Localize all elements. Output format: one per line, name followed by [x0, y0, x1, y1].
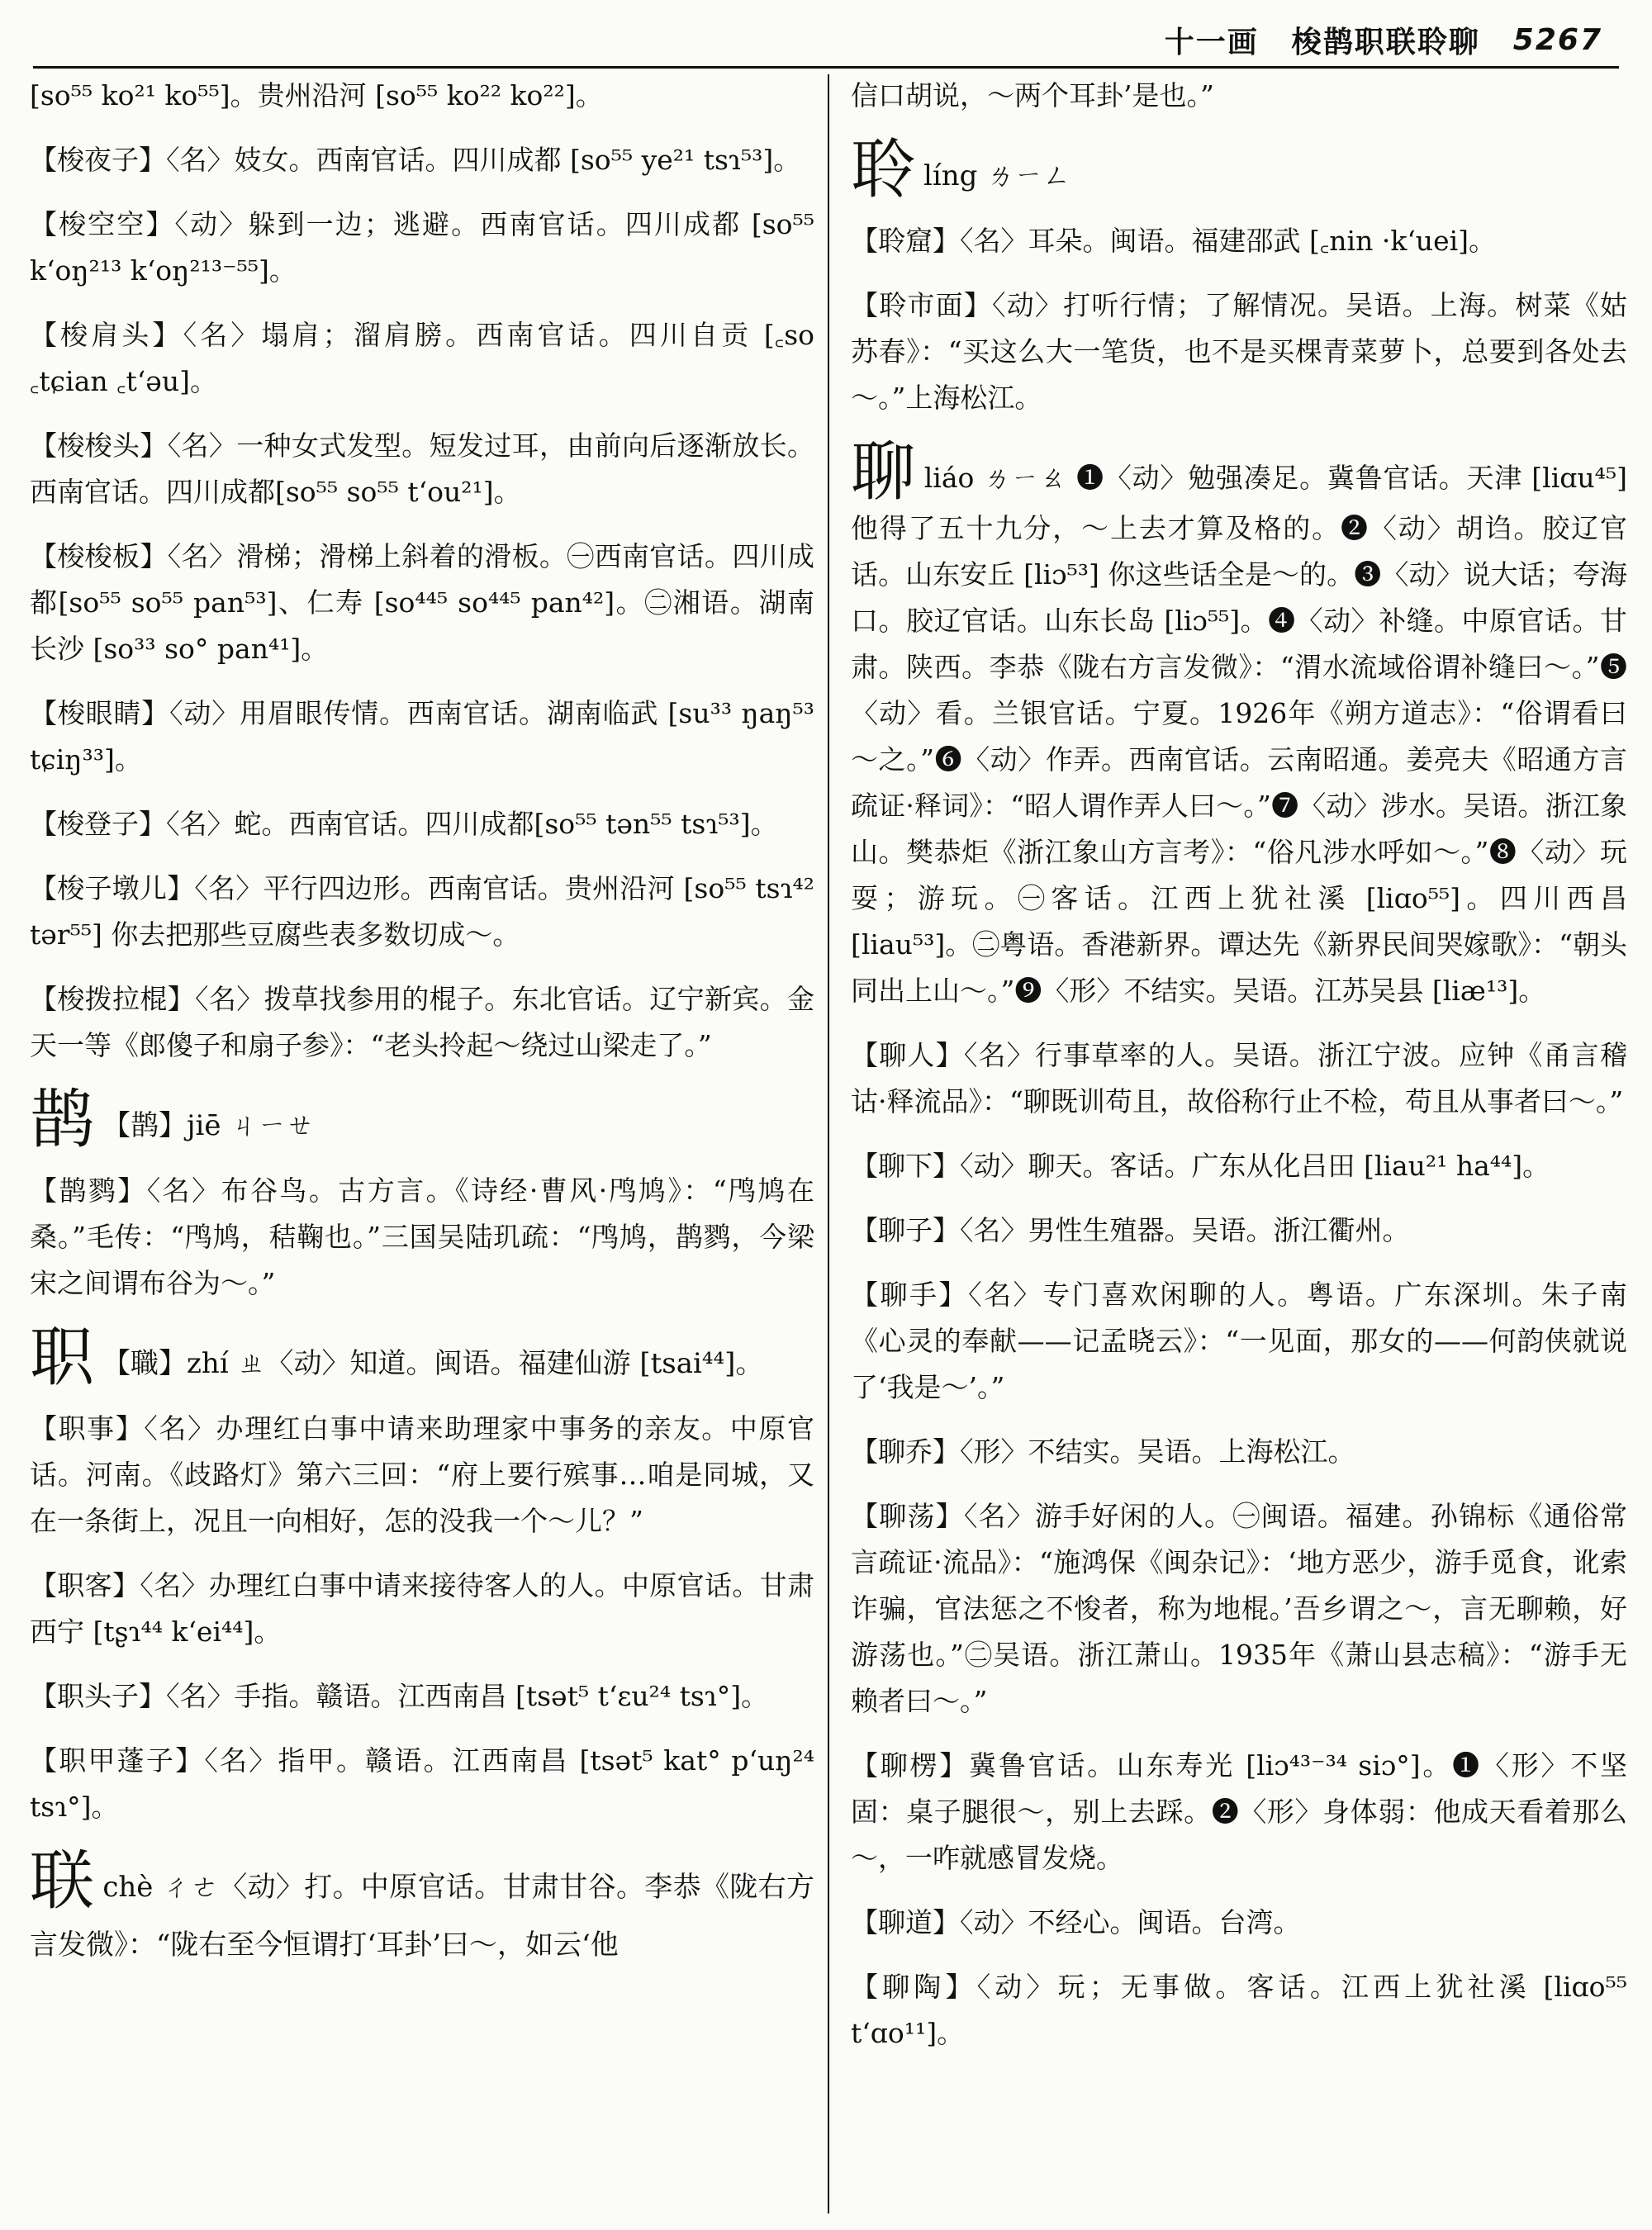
entry: 【梭肩头】〈名〉塌肩；溜肩膀。西南官话。四川自贡 [꜀so ꜀tɕian ꜀t‘əu]。: [30, 319, 814, 397]
right-column: [851, 73, 1627, 2222]
head-characters: 梭鹊职联聆聊: [1291, 24, 1480, 59]
entry: 【聊子】〈名〉男性生殖器。吴语。浙江衢州。: [851, 1214, 1410, 1246]
entry: 【聊道】〈动〉不经心。闽语。台湾。: [851, 1906, 1301, 1938]
entry: 【聊手】〈名〉专门喜欢闲聊的人。粤语。广东深圳。朱子南《心灵的奉献——记孟晓云》：“一见面，那女的——何韵侠就说了‘我是～’。”: [851, 1279, 1627, 1403]
entry: 【聊人】〈名〉行事草率的人。吴语。浙江宁波。应钟《甬言稽诂·释流品》：“聊既训苟且，故俗称行止不检，苟且从事者曰～。”: [851, 1039, 1627, 1117]
entry: [so⁵⁵ ko²¹ ko⁵⁵]。贵州沿河 [so⁵⁵ ko²² ko²²]。: [30, 79, 603, 112]
left-column: [30, 73, 814, 2222]
entry: 【聊陶】〈动〉玩；无事做。客话。江西上犹社溪 [liɑo⁵⁵ t‘ɑo¹¹]。: [851, 1971, 1627, 2049]
entry: 【梭空空】〈动〉躲到一边；逃避。西南官话。四川成都 [so⁵⁵ k‘oŋ²¹³ k‘oŋ²¹³⁻⁵⁵]。: [30, 208, 814, 287]
head-character-entry: 鹊 【鹊】jiē ㄐㄧㄝ: [30, 1083, 315, 1157]
head-character-entry: 聊liáo ㄌㄧㄠ ❶〈动〉勉强凑足。冀鲁官话。天津 [liɑu⁴⁵] 他得了五十九分，～上去才算及格的。❷〈动〉胡诌。胶辽官话。山东安丘 [liɔ⁵³] 你这些话全是～的。❸〈动〉说大话；夸海口。胶辽官话。山东长岛 [liɔ⁵⁵]。❹〈动〉补缝。中原官话。甘肃。陕西。李恭《陇右方言发微》：“渭水流域俗谓补缝曰～。”❺〈动〉看。兰银官话。宁夏。1926年《朔方道志》：“俗谓看曰～之。”❻〈动〉作弄。西南官话。云南昭通。姜亮夫《昭通方言疏证·释词》：“昭人谓作弄人曰～。”❼〈动〉涉水。吴语。浙江象山。樊恭炬《浙江象山方言考》：“俗凡涉水呼如～。”❽〈动〉玩耍；游玩。㊀客话。江西上犹社溪 [liɑo⁵⁵]。四川西昌 [liau⁵³]。㊁粤语。香港新界。谭达先《新界民间哭嫁歌》：“朝头同出上山～。”❾〈形〉不结实。吴语。江苏吴县 [liæ¹³]。: [851, 435, 1627, 1007]
entry: 【鹊鹨】〈名〉布谷鸟。古方言。《诗经·曹风·鸤鸠》：“鸤鸠在桑。”毛传：“鸤鸠，秸鞠也。”三国吴陆玑疏：“鸤鸠，鹊鹨，今梁宋之间谓布谷为～。”: [30, 1174, 814, 1299]
entry: 【职事】〈名〉办理红白事中请来助理家中事务的亲友。中原官话。河南。《歧路灯》第六三回：“府上要行殡事…咱是同城，又在一条街上，况且一向相好，怎的没我一个～儿？”: [30, 1412, 814, 1537]
header-rule: [33, 66, 1619, 69]
head-character-entry: 聆líng ㄌㄧㄥ: [851, 133, 1071, 207]
entry: 【职甲蓬子】〈名〉指甲。赣语。江西南昌 [tsət⁵ kat° p‘uŋ²⁴ tsɿ°]。: [30, 1744, 814, 1823]
entry: 【聊下】〈动〉聊天。客话。广东从化吕田 [liau²¹ ha⁴⁴]。: [851, 1150, 1550, 1182]
entry: 【聊楞】冀鲁官话。山东寿光 [liɔ⁴³⁻³⁴ siɔ°]。❶〈形〉不坚固：桌子腿很～，别上去踩。❷〈形〉身体弱：他成天看着那么～，一咋就感冒发烧。: [851, 1749, 1627, 1874]
entry: 信口胡说，～两个耳卦’是也。”: [851, 79, 1214, 112]
entry: 【梭梭头】〈名〉一种女式发型。短发过耳，由前向后逐渐放长。西南官话。四川成都[so⁵⁵ so⁵⁵ t‘ou²¹]。: [30, 429, 814, 508]
page-number: 5267: [1512, 22, 1602, 57]
head-character: 职: [30, 1321, 95, 1395]
entry: 【梭子墩儿】〈名〉平行四边形。西南官话。贵州沿河 [so⁵⁵ tsɿ⁴² tər⁵⁵] 你去把那些豆腐些表多数切成～。: [30, 872, 814, 951]
head-character: 鹊: [30, 1083, 95, 1157]
entry: 【梭登子】〈名〉蛇。西南官话。四川成都[so⁵⁵ tən⁵⁵ tsɿ⁵³]。: [30, 808, 778, 840]
head-character-entry: 联chè ㄔㄜ〈动〉打。中原官话。甘肃甘谷。李恭《陇右方言发微》：“陇右至今恒谓打‘耳卦’曰～，如云‘他: [30, 1844, 814, 1962]
section-label: 十一画: [1164, 24, 1259, 59]
head-character: 聆: [851, 133, 916, 207]
column-divider: [828, 74, 829, 2213]
entry: 【梭拨拉棍】〈名〉拨草找参用的棍子。东北官话。辽宁新宾。金天一等《郎傻子和扇子参》：“老头拎起～绕过山梁走了。”: [30, 983, 814, 1061]
entry: 【梭梭板】〈名〉滑梯；滑梯上斜着的滑板。㊀西南官话。四川成都[so⁵⁵ so⁵⁵ pan⁵³]、仁寿 [so⁴⁴⁵ so⁴⁴⁵ pan⁴²]。㊁湘语。湖南长沙 [so³³ so° pan⁴¹]。: [30, 540, 814, 665]
entry: 【职客】〈名〉办理红白事中请来接待客人的人。中原官话。甘肃西宁 [tʂɿ⁴⁴ k‘ei⁴⁴]。: [30, 1569, 814, 1648]
head-character: 聊: [851, 435, 916, 510]
running-head: [826, 18, 1602, 61]
entry: 【梭夜子】〈名〉妓女。西南官话。四川成都 [so⁵⁵ ye²¹ tsɿ⁵³]。: [30, 144, 801, 176]
entry: 【职头子】〈名〉手指。赣语。江西南昌 [tsət⁵ t‘ɛu²⁴ tsɿ°]。: [30, 1680, 769, 1712]
entry: 【聊荡】〈名〉游手好闲的人。㊀闽语。福建。孙锦标《通俗常言疏证·流品》：“施鸿保《闽杂记》：‘地方恶少，游手觅食，讹索诈骗，官法惩之不悛者，称为地棍。’吾乡谓之～，言无聊赖，好游荡也。”㊁吴语。浙江萧山。1935年《萧山县志稿》：“游手无赖者曰～。”: [851, 1500, 1627, 1717]
entry: 【聊乔】〈形〉不结实。吴语。上海松江。: [851, 1435, 1355, 1468]
head-character-entry: 职 【職】zhí ㄓ〈动〉知道。闽语。福建仙游 [tsai⁴⁴]。: [30, 1321, 764, 1395]
head-character: 联: [30, 1844, 95, 1919]
entry: 【梭眼睛】〈动〉用眉眼传情。西南官话。湖南临武 [su³³ ŋaŋ⁵³ tɕiŋ³³]。: [30, 697, 814, 776]
entry: 【聆窟】〈名〉耳朵。闽语。福建邵武 [꜀nin ·k‘uei]。: [851, 225, 1497, 257]
entry: 【聆市面】〈动〉打听行情；了解情况。吴语。上海。树菜《姑苏春》：“买这么大一笔货，也不是买棵青菜萝卜，总要到各处去～。”上海松江。: [851, 289, 1627, 414]
